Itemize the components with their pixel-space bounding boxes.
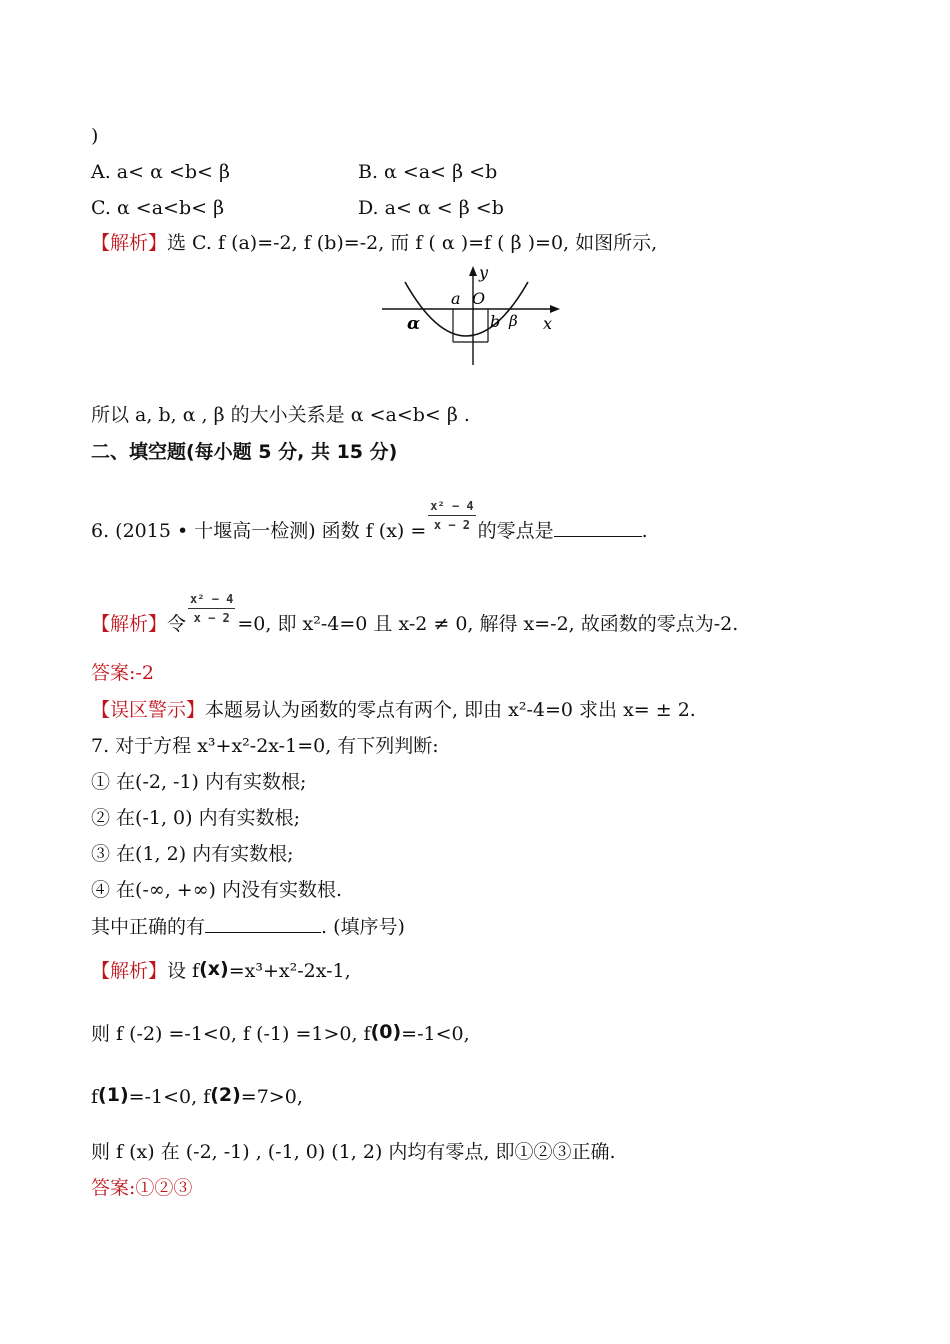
q7-item-2: ② 在(-1, 0) 内有实数根; [91,807,300,829]
warning-text: 本题易认为函数的零点有两个, 即由 x²-4=0 求出 x= ± 2. [205,699,696,721]
q6-sol-pre: 令 [167,613,187,635]
solution-text: 选 C. f (a)=-2, f (b)=-2, 而 f ( α )=f ( β )=0, 如图所示, [167,232,658,254]
label-origin: O [472,289,486,308]
q7-line-3 [91,1083,303,1109]
q5-conclusion: 所以 a, b, α , β 的大小关系是 α <a<b< β . [91,404,470,426]
parabola-graph [378,262,568,368]
arg-1: (1) [98,1084,129,1106]
fraction-numerator: x² − 4 [188,592,235,609]
warning-tag: 【误区警示】 [91,699,206,721]
section-title: 二、填空题(每小题 5 分, 共 15 分) [91,441,398,463]
answer-blank [205,914,321,933]
solution-tag: 【解析】 [91,613,168,635]
q6-warning [91,698,696,722]
q7-line-2 [91,1020,470,1046]
q7-solution [91,957,351,983]
q7-item-4: ④ 在(-∞, +∞) 内没有实数根. [91,879,343,901]
solution-tag: 【解析】 [91,232,168,254]
option-b: B. α <a< β <b [358,161,498,183]
q7-sol-post: =x³+x²-2x-1, [228,960,351,982]
fraction [188,592,235,625]
label-beta: β [509,312,518,330]
q7-line2-post: =-1<0, [401,1023,470,1045]
q6-period: . [641,520,648,542]
q6-answer: 答案:-2 [91,662,154,684]
y-axis-arrow [469,266,477,276]
q6-sol-post: =0, 即 x²-4=0 且 x-2 ≠ 0, 解得 x=-2, 故函数的零点为-2. [237,613,739,635]
q5-tail: ) [91,125,99,147]
q7-line-4: 则 f (x) 在 (-2, -1) , (-1, 0) (1, 2) 内均有零点, 即①②③正确. [91,1141,616,1163]
label-b: b [490,312,501,331]
q7-ask-post: . (填序号) [321,916,405,938]
q7-item-1: ① 在(-2, -1) 内有实数根; [91,771,307,793]
q6-solution [91,592,738,636]
fraction-denominator: x − 2 [433,518,471,532]
answer-blank [554,518,642,537]
option-d: D. a< α < β <b [358,197,504,219]
q7-answer: 答案:①②③ [91,1177,193,1199]
fraction [428,499,475,532]
label-y: y [479,263,489,282]
arg-0: (0) [370,1021,402,1043]
option-a: A. a< α <b< β [91,161,230,183]
q7-ask-pre: 其中正确的有 [91,916,206,938]
q7-line3-post: =7>0, [240,1086,303,1108]
q5-solution [91,231,657,255]
q7-stem: 7. 对于方程 x³+x²-2x-1=0, 有下列判断: [91,735,439,757]
fraction-denominator: x − 2 [193,611,230,625]
q7-sol-pre: 设 f [167,960,200,982]
label-a: a [451,289,461,308]
arg-x: (x) [199,958,229,980]
x-axis-arrow [550,305,560,313]
solution-tag: 【解析】 [91,960,168,982]
q7-line3-pre: f [91,1086,99,1108]
q6-stem [91,499,648,543]
q6-stem-pre: 6. (2015 • 十堰高一检测) 函数 f (x) = [91,520,427,542]
q7-line3-mid: =-1<0, f [128,1086,211,1108]
q7-ask [91,914,405,939]
q7-item-3: ③ 在(1, 2) 内有实数根; [91,843,294,865]
q7-line2-pre: 则 f (-2) =-1<0, f (-1) =1>0, f [91,1023,371,1045]
label-x: x [543,314,553,333]
option-c: C. α <a<b< β [91,197,225,219]
label-alpha: α [407,314,421,334]
fraction-numerator: x² − 4 [428,499,475,516]
q6-stem-post: 的零点是 [477,520,554,542]
arg-2: (2) [210,1084,241,1106]
